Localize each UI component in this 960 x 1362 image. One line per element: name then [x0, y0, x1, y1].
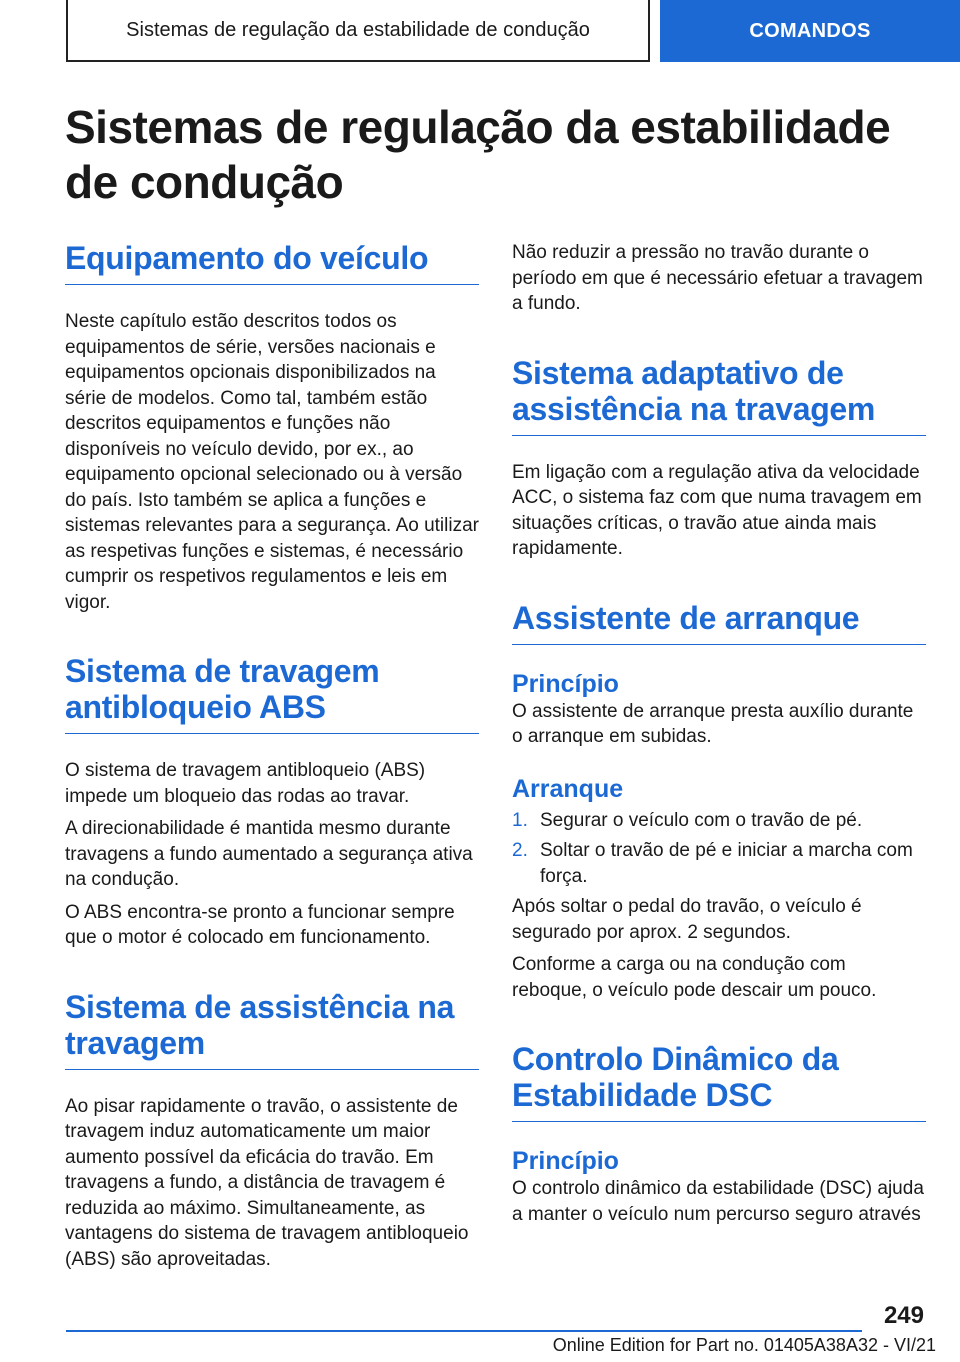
footer-edition: Online Edition for Part no. 01405A38A32 - VI/21	[552, 1335, 936, 1355]
chapter-header	[66, 0, 650, 62]
paragraph: O assistente de arranque presta auxílio durante o arranque em subidas.	[512, 700, 914, 747]
page-number: 249	[883, 1302, 924, 1329]
list-text: Segurar o veículo com o travão de pé.	[540, 809, 863, 831]
list-number: 2.	[512, 840, 528, 861]
paragraph: Ao pisar rapidamente o travão, o assistente de travagem induz automaticamente um maior aumento possível da eficácia do travão. Em travagens a fundo, a distância de travagem é reduzida ao máximo. Simultaneamente, as vantagens do sistema de travagem antibloqueio (ABS) são aproveitadas.	[65, 1095, 469, 1270]
right-column	[512, 240, 926, 1227]
page-title: Sistemas de regulação da estabilidade de condução	[65, 101, 891, 208]
paragraph: O sistema de travagem antibloqueio (ABS) impede um bloqueio das rodas ao travar.	[65, 760, 426, 807]
section-label: COMANDOS	[749, 19, 871, 42]
paragraph: O controlo dinâmico da estabilidade (DSC) ajuda a manter o veículo num percurso seguro através	[512, 1178, 924, 1225]
paragraph: O ABS encontra-se pronto a funcionar sempre que o motor é colocado em funcionamento.	[65, 901, 455, 948]
paragraph: Em ligação com a regulação ativa da velocidade ACC, o sistema faz com que numa travagem em situações críticas, o travão atue ainda mais rapidamente.	[512, 461, 922, 559]
heading-assistencia-travagem: Sistema de assistência na travagem	[65, 989, 479, 1070]
heading-equipamento: Equipamento do veículo	[65, 240, 479, 285]
left-column	[65, 240, 479, 1272]
subheading-principio: Princípio	[512, 669, 619, 698]
heading-abs: Sistema de travagem antibloqueio ABS	[65, 653, 479, 734]
heading-adaptativo: Sistema adaptativo de assistência na travagem	[512, 355, 926, 436]
subheading-arranque: Arranque	[512, 774, 624, 803]
list-number: 1.	[512, 809, 528, 831]
paragraph: Não reduzir a pressão no travão durante o período em que é necessário efetuar a travagem a fundo.	[512, 242, 923, 314]
paragraph: A direcionabilidade é mantida mesmo durante travagens a fundo aumentado a segurança ativa na condução.	[65, 818, 473, 890]
section-tab	[660, 0, 960, 62]
list-item	[512, 808, 926, 834]
chapter-title: Sistemas de regulação da estabilidade de condução	[126, 18, 590, 41]
footer-divider	[66, 1330, 862, 1332]
list-text: Soltar o travão de pé e iniciar a marcha com força.	[540, 840, 913, 887]
heading-dsc: Controlo Dinâmico da Estabilidade DSC	[512, 1041, 926, 1122]
paragraph: Após soltar o pedal do travão, o veículo é segurado por aprox. 2 segundos.	[512, 896, 862, 943]
heading-arranque: Assistente de arranque	[512, 600, 926, 645]
paragraph: Neste capítulo estão descritos todos os equipamentos de série, versões nacionais e equipamentos opcionais disponibilizados na série de modelos. Como tal, também estão descritos equipamentos e funções não disponíveis no veículo devido, por ex., ao equipamento opcional selecionado ou à versão do país. Isto também se aplica a funções e sistemas relevantes para a segurança. Ao utilizar as respetivas funções e sistemas, é necessário cumprir os respetivos regulamentos e leis em vigor.	[65, 311, 479, 613]
subheading-principio-dsc: Princípio	[512, 1147, 619, 1175]
list-item	[512, 838, 926, 889]
paragraph: Conforme a carga ou na condução com reboque, o veículo pode descair um pouco.	[512, 954, 877, 1001]
